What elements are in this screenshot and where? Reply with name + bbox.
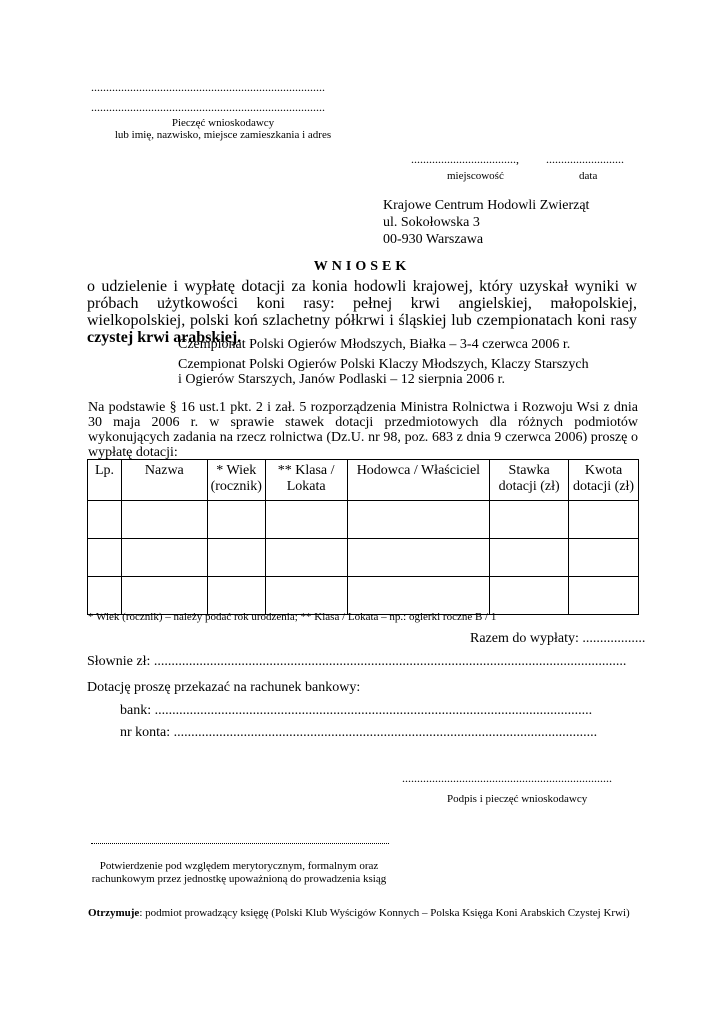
table-row bbox=[88, 539, 639, 577]
applicant-dots-line-2: .............................................................................. bbox=[91, 100, 325, 114]
intro-paragraph bbox=[87, 278, 637, 346]
total-payout: Razem do wypłaty: .................. bbox=[470, 631, 646, 646]
col-header-klasa: ** Klasa / Lokata bbox=[265, 460, 347, 501]
intro-text: o udzielenie i wypłatę dotacji za konia hodowli krajowej, który uzyskał wyniki w próbach użytkowości koni rasy: pełnej krwi angielskiej, małopolskiej, wielkopolskiej, polski koń szlachetny półkrwi i śląskiej lub czempionatach koni rasy bbox=[87, 278, 637, 329]
table-footnote: * Wiek (rocznik) – należy podać rok urodzenia; ** Klasa / Lokata – np.: ogierki roczne B / 1 bbox=[88, 611, 497, 623]
col-header-wiek: * Wiek (rocznik) bbox=[207, 460, 265, 501]
col-header-nazwa: Nazwa bbox=[121, 460, 207, 501]
legal-basis-paragraph: Na podstawie § 16 ust.1 pkt. 2 i zał. 5 rozporządzenia Ministra Rolnictwa i Rozwoju Wsi z dnia 30 maja 2006 r. w sprawie stawek dotacji przedmiotowych dla różnych podmiotów wykonujących zadania na rzecz rolnictwa (Dz.U. nr 98, poz. 683 z dnia 9 czerwca 2006) proszę o wypłatę dotacji: bbox=[88, 400, 638, 460]
intro-bold: czystej krwi arabskiej. bbox=[87, 329, 242, 346]
applicant-label-1: Pieczęć wnioskodawcy bbox=[171, 117, 275, 129]
recipient-address bbox=[383, 197, 589, 248]
championship-2-line-1: Czempionat Polski Ogierów Polski Klaczy Młodszych, Klaczy Starszych bbox=[178, 357, 589, 372]
place-label: miejscowość bbox=[447, 170, 504, 182]
recipient-line-1: Krajowe Centrum Hodowli Zwierząt bbox=[383, 198, 590, 213]
recipient-line-2: ul. Sokołowska 3 bbox=[383, 215, 480, 230]
place-dots: ..................................., bbox=[411, 152, 519, 166]
col-header-hodowca: Hodowca / Właściciel bbox=[347, 460, 490, 501]
applicant-label-2: lub imię, nazwisko, miejsce zamieszkania i adres bbox=[114, 129, 332, 141]
championship-1: Czempionat Polski Ogierów Młodszych, Białka – 3-4 czerwca 2006 r. bbox=[178, 337, 571, 352]
col-header-kwota: Kwota dotacji (zł) bbox=[569, 460, 639, 501]
horses-table bbox=[87, 459, 639, 615]
bank-field: bank: ............................................................................................................................. bbox=[120, 703, 593, 718]
account-number-field: nr konta: ......................................................................................................................... bbox=[120, 725, 598, 740]
document-title: WNIOSEK bbox=[313, 259, 411, 274]
recipient-line-3: 00-930 Warszawa bbox=[383, 232, 484, 247]
table-header-row bbox=[88, 460, 639, 501]
col-header-lp: Lp. bbox=[88, 460, 122, 501]
table-row bbox=[88, 501, 639, 539]
recipients-label: Otrzymuje bbox=[88, 907, 140, 919]
date-label: data bbox=[579, 170, 598, 182]
confirmation-line-2: rachunkowym przez jednostkę upoważnioną do prowadzenia ksiąg bbox=[91, 873, 387, 885]
applicant-dots-line-1: .............................................................................. bbox=[91, 80, 325, 94]
bank-transfer-label: Dotację proszę przekazać na rachunek bankowy: bbox=[87, 680, 361, 695]
championship-2-line-2: i Ogierów Starszych, Janów Podlaski – 12 sierpnia 2006 r. bbox=[178, 372, 506, 387]
col-header-stawka: Stawka dotacji (zł) bbox=[490, 460, 569, 501]
table-row bbox=[88, 577, 639, 615]
amount-in-words: Słownie zł: ....................................................................................................................................... bbox=[87, 654, 627, 669]
confirmation-line-1: Potwierdzenie pod względem merytorycznym, formalnym oraz bbox=[99, 860, 379, 872]
recipients-text: : podmiot prowadzący księgę (Polski Klub Wyścigów Konnych – Polska Księga Koni Arabskich Czystej Krwi) bbox=[139, 907, 630, 919]
recipients-note bbox=[88, 907, 630, 919]
signature-label: Podpis i pieczęć wnioskodawcy bbox=[447, 793, 588, 805]
confirmation-signature-line bbox=[91, 843, 389, 844]
date-dots: .......................... bbox=[546, 152, 624, 166]
signature-dots: ...................................................................... bbox=[402, 771, 612, 785]
